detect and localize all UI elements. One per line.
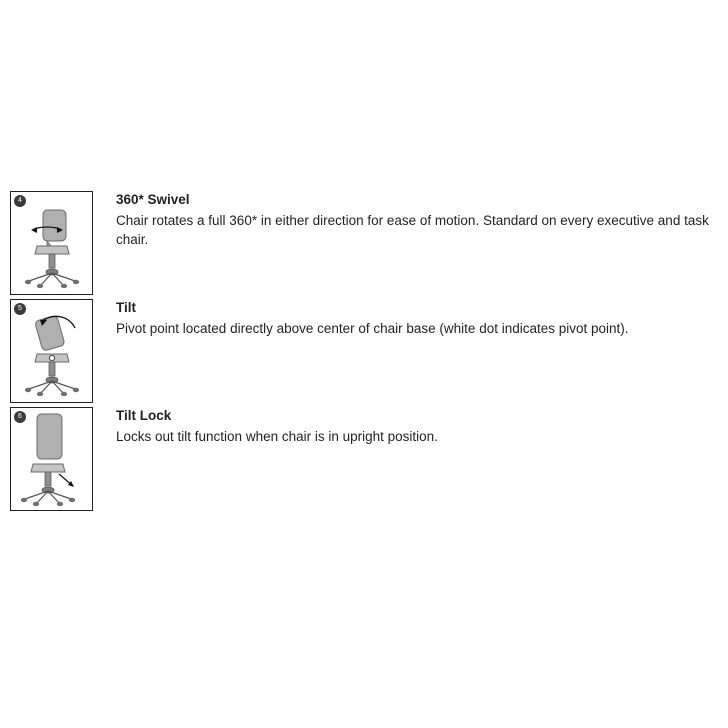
feature-description: Chair rotates a full 360* in either direction for ease of motion. Standard on every executive and task chair. — [116, 212, 709, 248]
step-badge: 6 — [14, 411, 26, 423]
feature-text — [93, 407, 722, 446]
feature-description: Pivot point located directly above center of chair base (white dot indicates pivot point). — [116, 320, 629, 336]
list-item — [10, 191, 722, 295]
feature-text — [93, 191, 722, 249]
step-badge: 5 — [14, 303, 26, 315]
feature-title: Tilt — [116, 300, 136, 315]
chair-illustration-tilt-lock — [10, 407, 93, 511]
list-item — [10, 407, 722, 511]
chair-illustration-tilt — [10, 299, 93, 403]
feature-title: 360* Swivel — [116, 192, 190, 207]
chair-illustration-swivel — [10, 191, 93, 295]
step-badge: 4 — [14, 195, 26, 207]
office-chair-tilt-icon — [11, 300, 92, 402]
list-item — [10, 299, 722, 403]
feature-title: Tilt Lock — [116, 408, 172, 423]
office-chair-tilt-lock-icon — [11, 408, 92, 510]
feature-list — [10, 191, 722, 515]
office-chair-swivel-icon — [11, 192, 92, 294]
feature-text — [93, 299, 722, 338]
feature-description: Locks out tilt function when chair is in upright position. — [116, 428, 438, 444]
